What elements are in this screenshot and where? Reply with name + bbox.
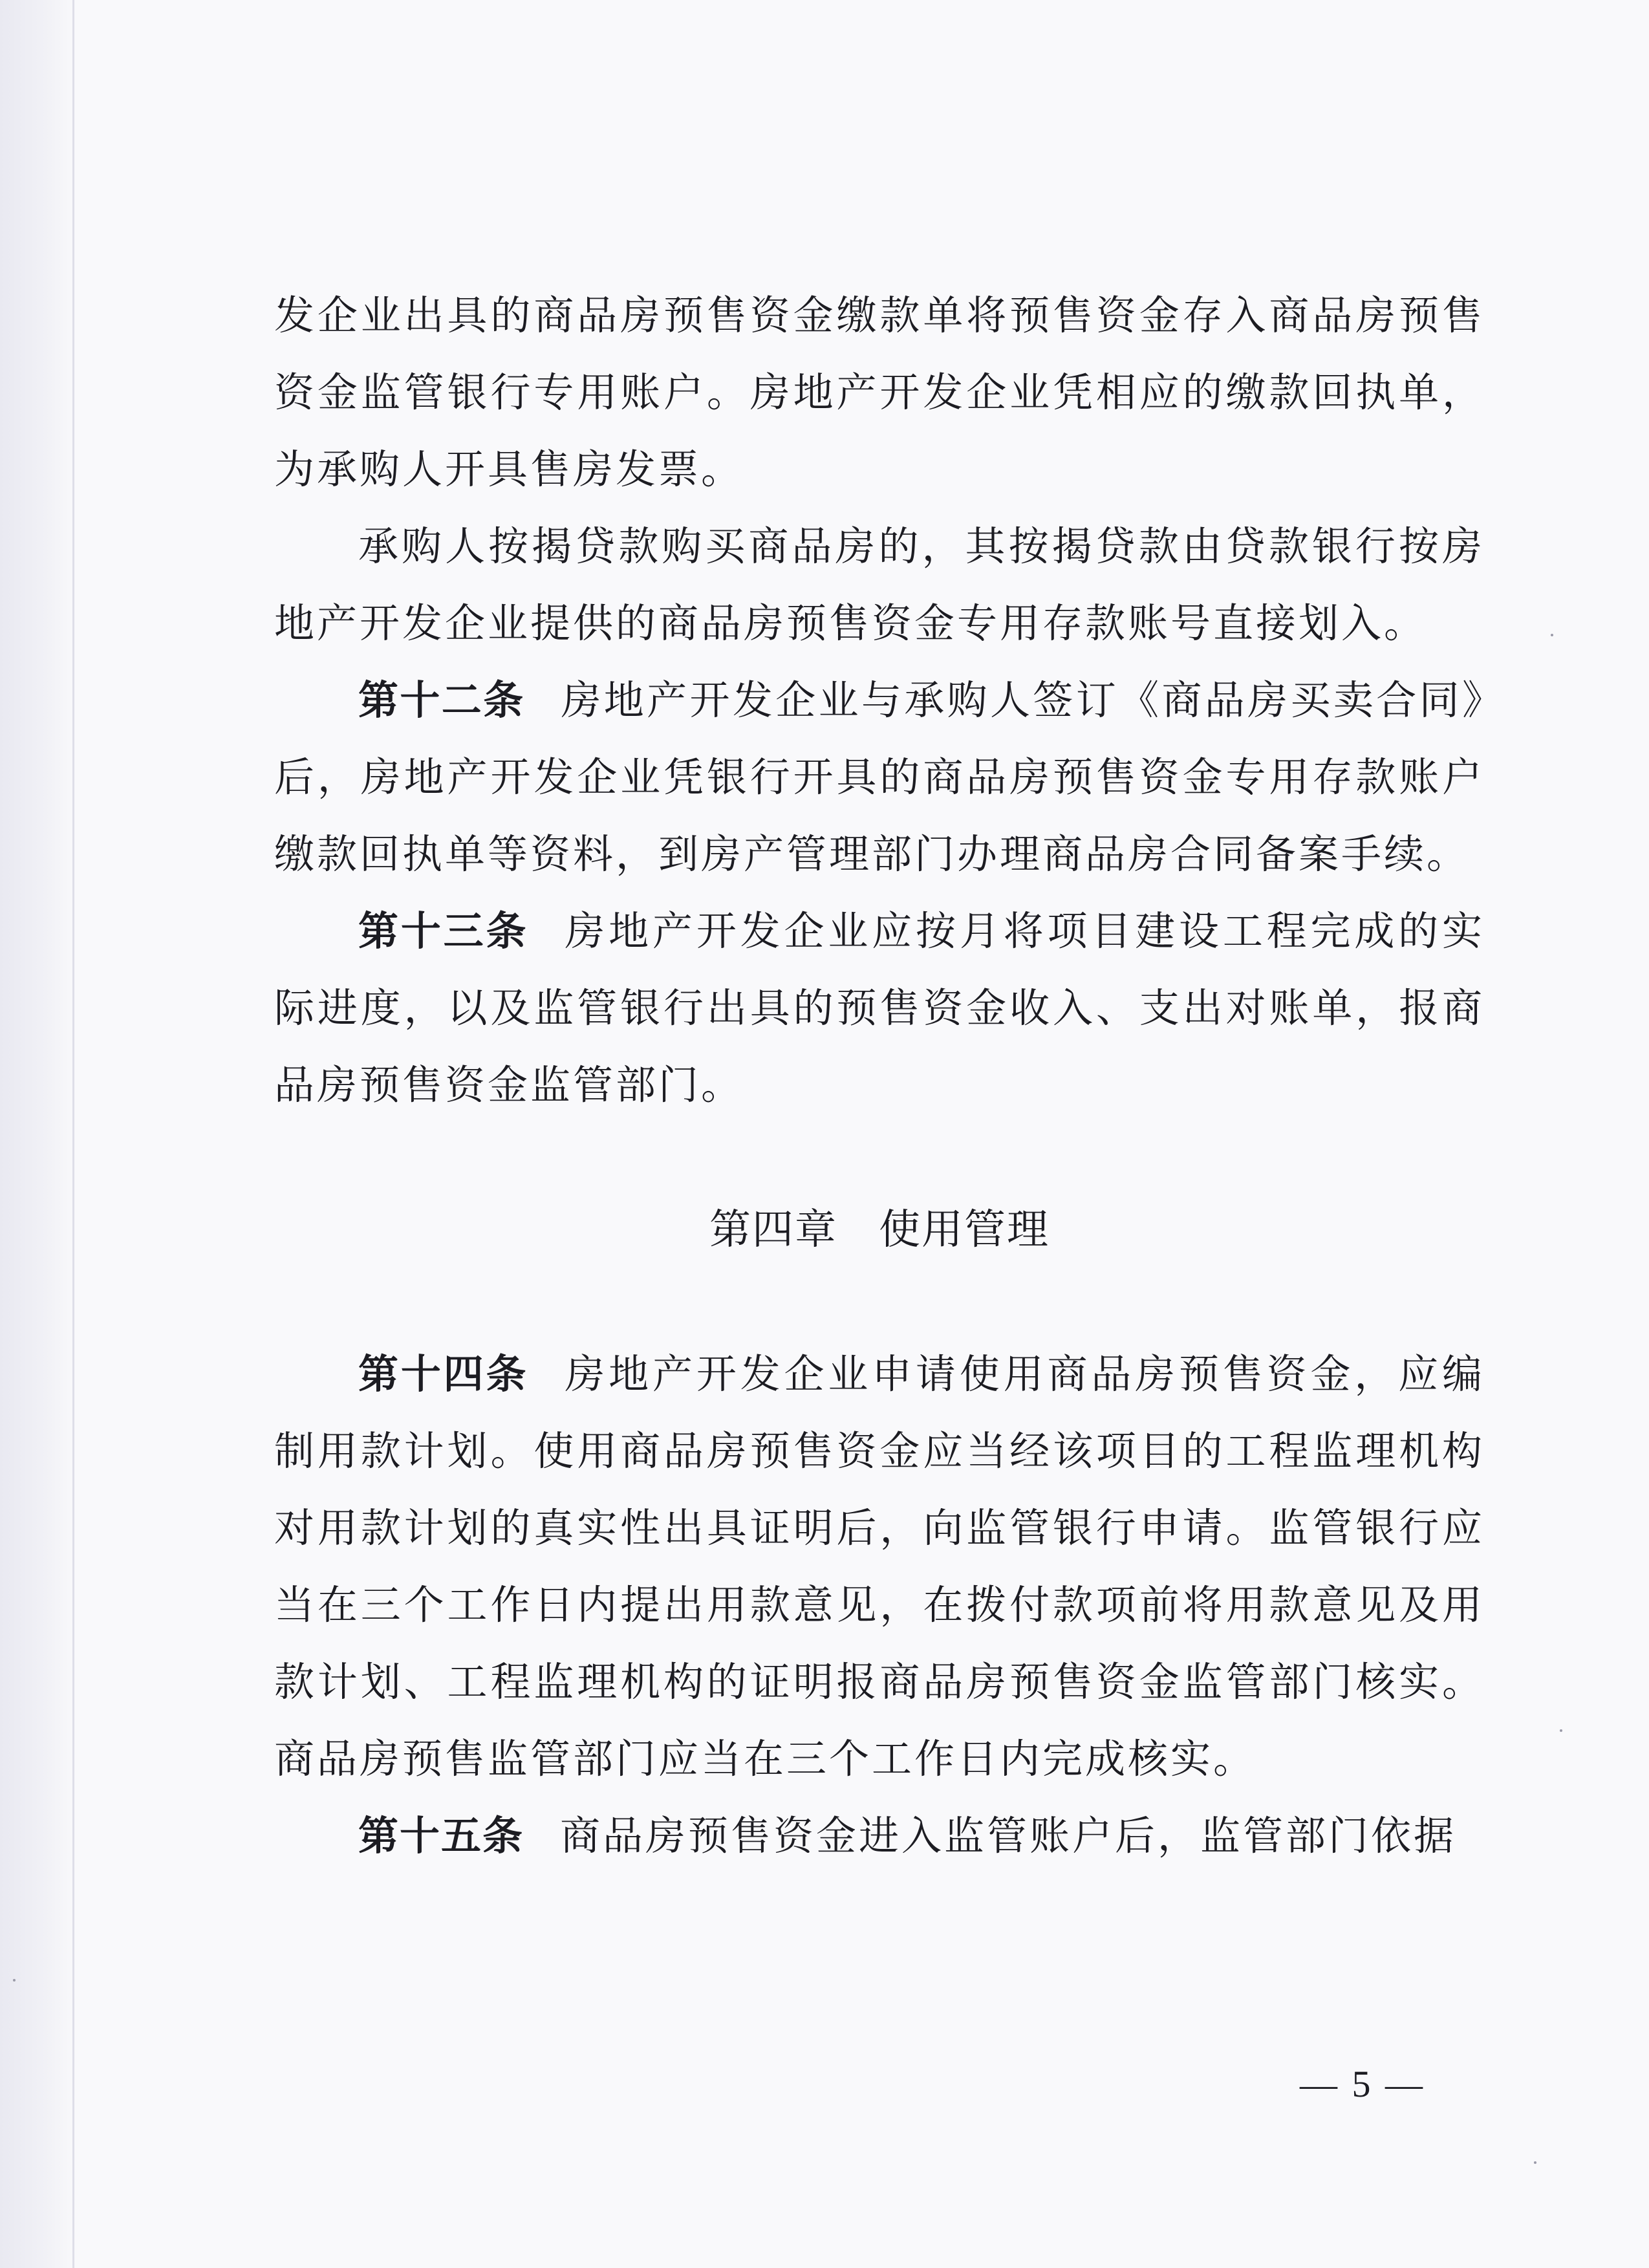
scan-speck <box>1560 1729 1562 1732</box>
article-number: 第十三条 <box>358 907 529 955</box>
article-number: 第十四条 <box>358 1350 529 1398</box>
article-14 <box>274 1335 1485 1797</box>
page-number: — 5 — <box>1300 2063 1425 2105</box>
article-15 <box>274 1797 1485 1874</box>
article-number: 第十二条 <box>358 676 525 724</box>
article-text: 房地产开发企业申请使用商品房预售资金，应编制用款计划。使用商品房预售资金应当经该项目的工程监理机构对用款计划的真实性出具证明后，向监管银行申请。监管银行应当在三个工作日内提出用款意见，在拨付款项前将用款意见及用款计划、工程监理机构的证明报商品房预售资金监管部门核实。商品房预售监管部门应当在三个工作日内完成核实。 <box>274 1350 1485 1782</box>
chapter-title: 使用管理 <box>879 1206 1050 1254</box>
article-13 <box>274 892 1485 1123</box>
page-binding-shadow <box>0 0 76 2268</box>
scan-speck <box>13 1979 16 1982</box>
chapter-number: 第四章 <box>709 1206 837 1254</box>
paragraph-mortgage <box>274 508 1485 662</box>
scan-speck <box>1534 2161 1536 2164</box>
page-binding-line <box>72 0 74 2268</box>
paragraph-text: 承购人按揭贷款购买商品房的，其按揭贷款由贷款银行按房地产开发企业提供的商品房预售资金专用存款账号直接划入。 <box>274 523 1485 647</box>
document-body <box>274 277 1485 1874</box>
article-text: 房地产开发企业与承购人签订《商品房买卖合同》后，房地产开发企业凭银行开具的商品房预售资金专用存款账户缴款回执单等资料，到房产管理部门办理商品房合同备案手续。 <box>274 676 1485 878</box>
paragraph-text: 发企业出具的商品房预售资金缴款单将预售资金存入商品房预售资金监管银行专用账户。房地产开发企业凭相应的缴款回执单，为承购人开具售房发票。 <box>274 292 1485 493</box>
article-12 <box>274 662 1485 892</box>
article-text: 房地产开发企业应按月将项目建设工程完成的实际进度，以及监管银行出具的预售资金收入、支出对账单，报商品房预售资金监管部门。 <box>274 907 1485 1108</box>
paragraph-continuation <box>274 277 1485 508</box>
article-number: 第十五条 <box>358 1812 524 1859</box>
chapter-heading <box>274 1201 1485 1259</box>
scan-speck <box>1551 634 1553 636</box>
article-text: 商品房预售资金进入监管账户后，监管部门依据 <box>560 1812 1457 1859</box>
